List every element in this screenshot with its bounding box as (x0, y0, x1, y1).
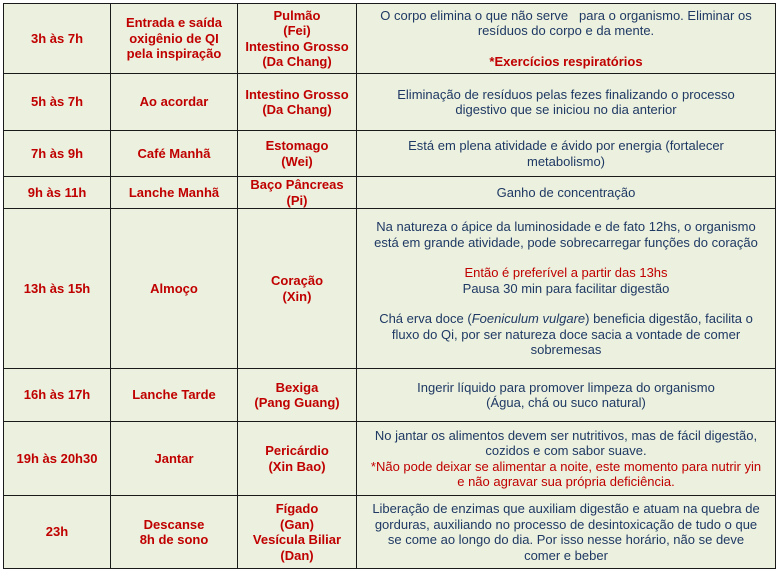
table-row (4, 369, 776, 422)
table-row (4, 496, 776, 569)
time-cell: 5h às 7h (4, 74, 111, 131)
time-cell: 7h às 9h (4, 131, 111, 177)
time-cell: 3h às 7h (4, 4, 111, 74)
table-row (4, 209, 776, 369)
meal-cell: Almoço (111, 209, 238, 369)
meal-cell: Café Manhã (111, 131, 238, 177)
time-cell: 9h às 11h (4, 177, 111, 209)
description-cell: O corpo elimina o que não serve para o organismo. Eliminar os resíduos do corpo e da mente. *Exercícios respiratórios (357, 4, 776, 74)
organ-cell: Pericárdio (Xin Bao) (238, 422, 357, 496)
organ-cell: Bexiga (Pang Guang) (238, 369, 357, 422)
schedule-table-wrapper (3, 3, 776, 569)
description-cell: No jantar os alimentos devem ser nutritivos, mas de fácil digestão, cozidos e com sabor suave. *Não pode deixar se alimentar a noite, este momento para nutrir yin e não agravar sua própria deficiência. (357, 422, 776, 496)
meal-cell: Lanche Tarde (111, 369, 238, 422)
description-cell: Liberação de enzimas que auxiliam digestão e atuam na quebra de gorduras, auxiliando no processo de desintoxicação de tudo o que se come ao longo do dia. Por isso nesse horário, não se deve comer e beber (357, 496, 776, 569)
time-cell: 16h às 17h (4, 369, 111, 422)
organ-cell: Coração (Xin) (238, 209, 357, 369)
description-cell: Ingerir líquido para promover limpeza do organismo (Água, chá ou suco natural) (357, 369, 776, 422)
meal-schedule-table (3, 3, 776, 569)
table-row (4, 422, 776, 496)
time-cell: 23h (4, 496, 111, 569)
meal-cell: Entrada e saída oxigênio de QI pela inspiração (111, 4, 238, 74)
meal-cell: Jantar (111, 422, 238, 496)
time-cell: 19h às 20h30 (4, 422, 111, 496)
description-cell: Ganho de concentração (357, 177, 776, 209)
exercise-note: *Exercícios respiratórios (489, 53, 643, 69)
meal-cell: Ao acordar (111, 74, 238, 131)
organ-cell: Pulmão (Fei) Intestino Grosso (Da Chang) (238, 4, 357, 74)
description-cell: Está em plena atividade e ávido por energia (fortalecer metabolismo) (357, 131, 776, 177)
table-row (4, 177, 776, 209)
table-row (4, 4, 776, 74)
night-warning: *Não pode deixar se alimentar a noite, este momento para nutrir yin (370, 458, 762, 474)
table-row (4, 131, 776, 177)
recommendation-note: Então é preferível a partir das 13hs (464, 265, 668, 281)
description-cell: Eliminação de resíduos pelas fezes finalizando o processo digestivo que se iniciou no dia anterior (357, 74, 776, 131)
meal-cell: Descanse 8h de sono (111, 496, 238, 569)
organ-cell: Estomago (Wei) (238, 131, 357, 177)
organ-cell: Intestino Grosso (Da Chang) (238, 74, 357, 131)
time-cell: 13h às 15h (4, 209, 111, 369)
tea-note: Chá erva doce (Foeniculum vulgare) beneficia digestão, facilita o (379, 311, 753, 327)
organ-cell: Fígado (Gan) Vesícula Biliar (Dan) (238, 496, 357, 569)
table-row (4, 74, 776, 131)
meal-cell: Lanche Manhã (111, 177, 238, 209)
organ-cell: Baço Pâncreas (Pi) (238, 177, 357, 209)
description-cell: Na natureza o ápice da luminosidade e de fato 12hs, o organismo está em grande atividade, pode sobrecarregar funções do coração Então é preferível a partir das 13hs Pausa 30 min para facilitar digestão Chá erva doce (Foeniculum vulgare) beneficia digestão, facilita o fluxo do Qi, por ser natureza doce sacia a vontade de comer sobremesas (357, 209, 776, 369)
